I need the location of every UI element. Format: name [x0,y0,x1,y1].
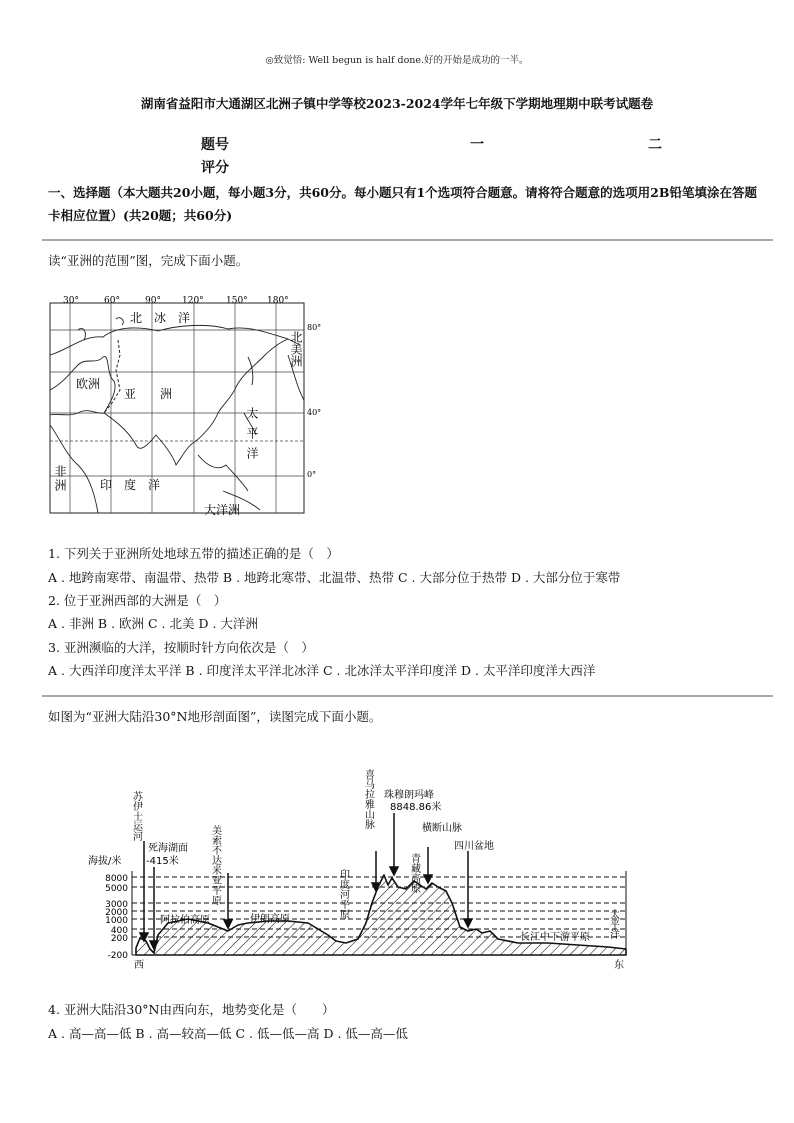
y-tick: 200 [110,934,128,944]
terrain-profile [88,763,648,973]
label-sichuan-basin: 四川盆地 [454,841,494,852]
score-header-2: 二 [648,137,662,153]
y-axis-label: 海拔/米 [88,856,122,867]
question-3-options: A . 大西洋印度洋太平洋 B . 印度洋太平洋北冰洋 C . 北冰洋太平洋印度洋 D . 太平洋印度洋大西洋 [48,663,596,678]
label-north-america: 北美洲 [289,331,303,367]
lat-label: 40° [307,408,322,417]
y-tick: 3000 [105,900,128,910]
label-suez-canal: 苏伊士运河 [130,791,142,841]
question-2-options: A . 非洲 B . 欧洲 C . 北美 D . 大洋洲 [48,616,258,631]
y-tick: -200 [107,951,128,961]
header-note: ◎致觉悟: Well begun is half done.好的开始是成功的一半。 [265,55,529,66]
label-asia: 亚 洲 [124,387,173,401]
question-4-options: A . 高—高—低 B . 高—较高—低 C . 低—低—高 D . 低—高—低 [48,1026,408,1041]
label-mesopotamia: 美索不达米亚平原 [209,825,221,905]
label-dead-sea-value: -415米 [146,856,179,867]
y-tick: 1000 [105,916,128,926]
y-tick: 2000 [105,908,128,918]
group2-intro: 如图为“亚洲大陆沿30°N地形剖面图”，读图完成下面小题。 [48,709,382,724]
label-africa: 非洲 [53,465,67,493]
lon-label: 180° [267,296,289,306]
label-east: 东 [614,960,624,971]
lon-label: 90° [145,296,161,306]
label-dead-sea: 死海湖面 [148,843,188,854]
question-3-stem: 3. 亚洲濒临的大洋，按顺时针方向依次是（ ） [48,640,314,655]
question-2-stem: 2. 位于亚洲西部的大洲是（ ） [48,593,227,608]
score-table [0,134,794,176]
label-hengduan: 横断山脉 [422,823,462,834]
score-header-label: 题号 [201,137,229,153]
lon-label: 60° [104,296,120,306]
lat-label: 0° [307,470,317,479]
asia-map [48,295,328,517]
label-himalaya: 喜马拉雅山脉 [362,769,374,829]
label-pacific: 太平洋 [245,407,259,467]
divider [42,695,773,697]
question-4-stem: 4. 亚洲大陆沿30°N由西向东，地势变化是（ ） [48,1002,335,1017]
label-west: 西 [134,960,144,971]
label-yangtze-plain: 长江中下游平原 [520,932,590,943]
label-arabian-plateau: 阿拉伯高原 [160,915,210,926]
y-tick: 400 [110,926,128,936]
label-europe: 欧洲 [76,377,101,391]
label-iranian-plateau: 伊朗高原 [250,914,290,925]
label-pacific: 太平洋 [607,909,619,939]
question-1-stem: 1. 下列关于亚洲所处地球五带的描述正确的是（ ） [48,546,339,561]
label-indian-ocean: 印 度 洋 [100,478,161,492]
lat-label: 80° [307,323,322,332]
score-header-1: 一 [470,137,484,153]
lon-label: 150° [226,296,248,306]
label-indus-plain: 印度河平原 [337,869,349,919]
label-oceania: 大洋洲 [204,503,241,517]
label-everest: 珠穆朗玛峰 [384,790,434,801]
label-tibet-plateau: 青藏高原 [408,853,420,893]
y-tick: 5000 [105,884,128,894]
group1-intro: 读“亚洲的范围”图，完成下面小题。 [48,253,249,268]
lon-label: 120° [182,296,204,306]
label-everest-value: 8848.86米 [390,802,442,813]
page-title: 湖南省益阳市大通湖区北洲子镇中学等校2023-2024学年七年级下学期地理期中联考试题卷 [140,96,654,111]
lon-label: 30° [63,296,79,306]
divider [42,239,773,241]
score-row-label: 评分 [201,160,229,176]
label-arctic-ocean: 北 冰 洋 [130,311,191,325]
y-tick: 8000 [105,874,128,884]
question-1-options: A . 地跨南寒带、南温带、热带 B . 地跨北寒带、北温带、热带 C . 大部分位于热带 D . 大部分位于寒带 [48,570,621,585]
section-1-heading: 一、选择题（本大题共20小题，每小题3分，共60分。每小题只有1个选项符合题意。请将符合题意的选项用2B铅笔填涂在答题卡相应位置）(共20题；共60分) [48,185,757,223]
